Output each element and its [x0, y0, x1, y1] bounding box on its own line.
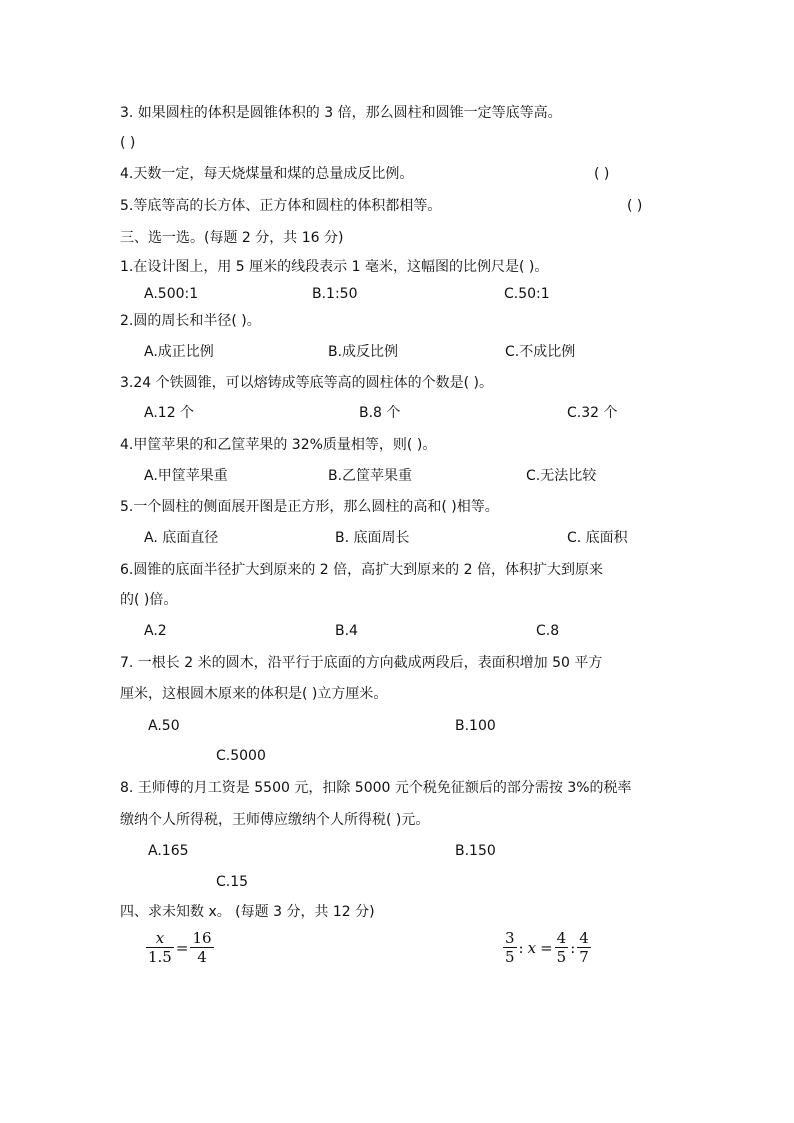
- choice-q8-option-c[interactable]: C.15: [216, 874, 249, 890]
- equation-2-colon-1: :: [518, 938, 524, 957]
- choice-q2-option-b[interactable]: B.成反比例: [328, 344, 399, 360]
- equation-2-equals: =: [540, 938, 553, 957]
- equation-1-left-numerator: x: [146, 929, 174, 948]
- equation-2-denominator-1: 5: [505, 948, 515, 966]
- choice-q8-option-a[interactable]: A.165: [148, 843, 189, 859]
- equation-2-numerator-2: 4: [556, 929, 567, 947]
- choice-q4-option-c[interactable]: C.无法比较: [526, 468, 597, 484]
- judge-q5-answer-paren[interactable]: ( ): [627, 198, 643, 214]
- equation-1: [146, 929, 214, 966]
- choice-q2-stem: 2.圆的周长和半径( )。: [120, 313, 261, 329]
- choice-q5-option-c[interactable]: C. 底面积: [567, 530, 628, 546]
- judge-q3-answer-paren[interactable]: ( ): [120, 135, 136, 151]
- choice-q1-stem: 1.在设计图上，用 5 厘米的线段表示 1 毫米，这幅图的比例尺是( )。: [120, 259, 549, 275]
- judge-q5-text: 5.等底等高的长方体、正方体和圆柱的体积都相等。: [120, 198, 442, 214]
- equation-1-left-denominator: 1.5: [148, 948, 172, 966]
- choice-q6-option-c[interactable]: C.8: [536, 623, 560, 639]
- choice-q3-option-c[interactable]: C.32 个: [567, 405, 618, 421]
- choice-q7-stem-line1: 7. 一根长 2 米的圆木，沿平行于底面的方向截成两段后，表面积增加 50 平方: [120, 655, 603, 671]
- equation-1-right-numerator: 16: [192, 929, 212, 947]
- choice-q4-option-b[interactable]: B.乙筐苹果重: [328, 468, 413, 484]
- choice-q1-option-b[interactable]: B.1:50: [312, 286, 358, 302]
- equation-2-fraction-1: [503, 929, 517, 966]
- equation-1-left-fraction: [146, 929, 174, 966]
- choice-q1-option-c[interactable]: C.50:1: [504, 286, 550, 302]
- judge-q3-text: 3. 如果圆柱的体积是圆锥体积的 3 倍，那么圆柱和圆锥一定等底等高。: [120, 105, 562, 121]
- choice-q1-option-a[interactable]: A.500:1: [144, 286, 199, 302]
- equation-2-denominator-3: 7: [579, 948, 589, 966]
- choice-q7-option-b[interactable]: B.100: [455, 718, 496, 734]
- choice-q3-option-b[interactable]: B.8 个: [359, 405, 401, 421]
- equation-2-fraction-3: [577, 929, 591, 966]
- choice-q5-option-a[interactable]: A. 底面直径: [144, 530, 219, 546]
- judge-q4-text: 4.天数一定，每天烧煤量和煤的总量成反比例。: [120, 166, 414, 182]
- equation-2: [503, 929, 591, 966]
- choice-q3-stem: 3.24 个铁圆锥，可以熔铸成等底等高的圆柱体的个数是( )。: [120, 375, 493, 391]
- choice-q7-option-a[interactable]: A.50: [148, 718, 180, 734]
- choice-q6-option-b[interactable]: B.4: [335, 623, 358, 639]
- equation-2-numerator-3: 4: [579, 929, 589, 947]
- equation-2-numerator-1: 3: [505, 929, 515, 947]
- equation-1-right-denominator: 4: [197, 948, 207, 966]
- choice-q2-option-a[interactable]: A.成正比例: [144, 344, 214, 360]
- choice-q6-option-a[interactable]: A.2: [144, 623, 167, 639]
- choice-q7-stem-line2: 厘米，这根圆木原来的体积是( )立方厘米。: [120, 686, 388, 702]
- equation-1-right-fraction: [190, 929, 213, 966]
- choice-q8-stem-line1: 8. 王师傅的月工资是 5500 元，扣除 5000 元个税免征额后的部分需按 3%的税率: [120, 780, 632, 796]
- equation-2-colon-2: :: [570, 938, 576, 957]
- equation-2-fraction-2: [555, 929, 569, 966]
- choice-q6-stem-line1: 6.圆锥的底面半径扩大到原来的 2 倍，高扩大到原来的 2 倍，体积扩大到原来: [120, 562, 603, 578]
- equation-2-variable: x: [527, 938, 537, 957]
- choice-q4-stem: 4.甲筐苹果的和乙筐苹果的 32%质量相等，则( )。: [120, 437, 437, 453]
- choice-q8-stem-line2: 缴纳个人所得税，王师傅应缴纳个人所得税( )元。: [120, 812, 430, 828]
- judge-q4-answer-paren[interactable]: ( ): [594, 166, 610, 182]
- choice-q8-option-b[interactable]: B.150: [455, 843, 496, 859]
- choice-q3-option-a[interactable]: A.12 个: [144, 405, 195, 421]
- choice-q6-stem-line2: 的( )倍。: [120, 592, 178, 608]
- choice-q5-option-b[interactable]: B. 底面周长: [335, 530, 410, 546]
- section4-heading: 四、求未知数 x。 (每题 3 分，共 12 分): [120, 904, 375, 920]
- equation-2-denominator-2: 5: [556, 948, 567, 966]
- section3-heading: 三、选一选。(每题 2 分，共 16 分): [120, 230, 344, 246]
- equation-1-equals: =: [175, 938, 189, 957]
- choice-q7-option-c[interactable]: C.5000: [216, 748, 266, 764]
- choice-q4-option-a[interactable]: A.甲筐苹果重: [144, 468, 228, 484]
- choice-q2-option-c[interactable]: C.不成比例: [505, 344, 576, 360]
- choice-q5-stem: 5.一个圆柱的侧面展开图是正方形，那么圆柱的高和( )相等。: [120, 499, 499, 515]
